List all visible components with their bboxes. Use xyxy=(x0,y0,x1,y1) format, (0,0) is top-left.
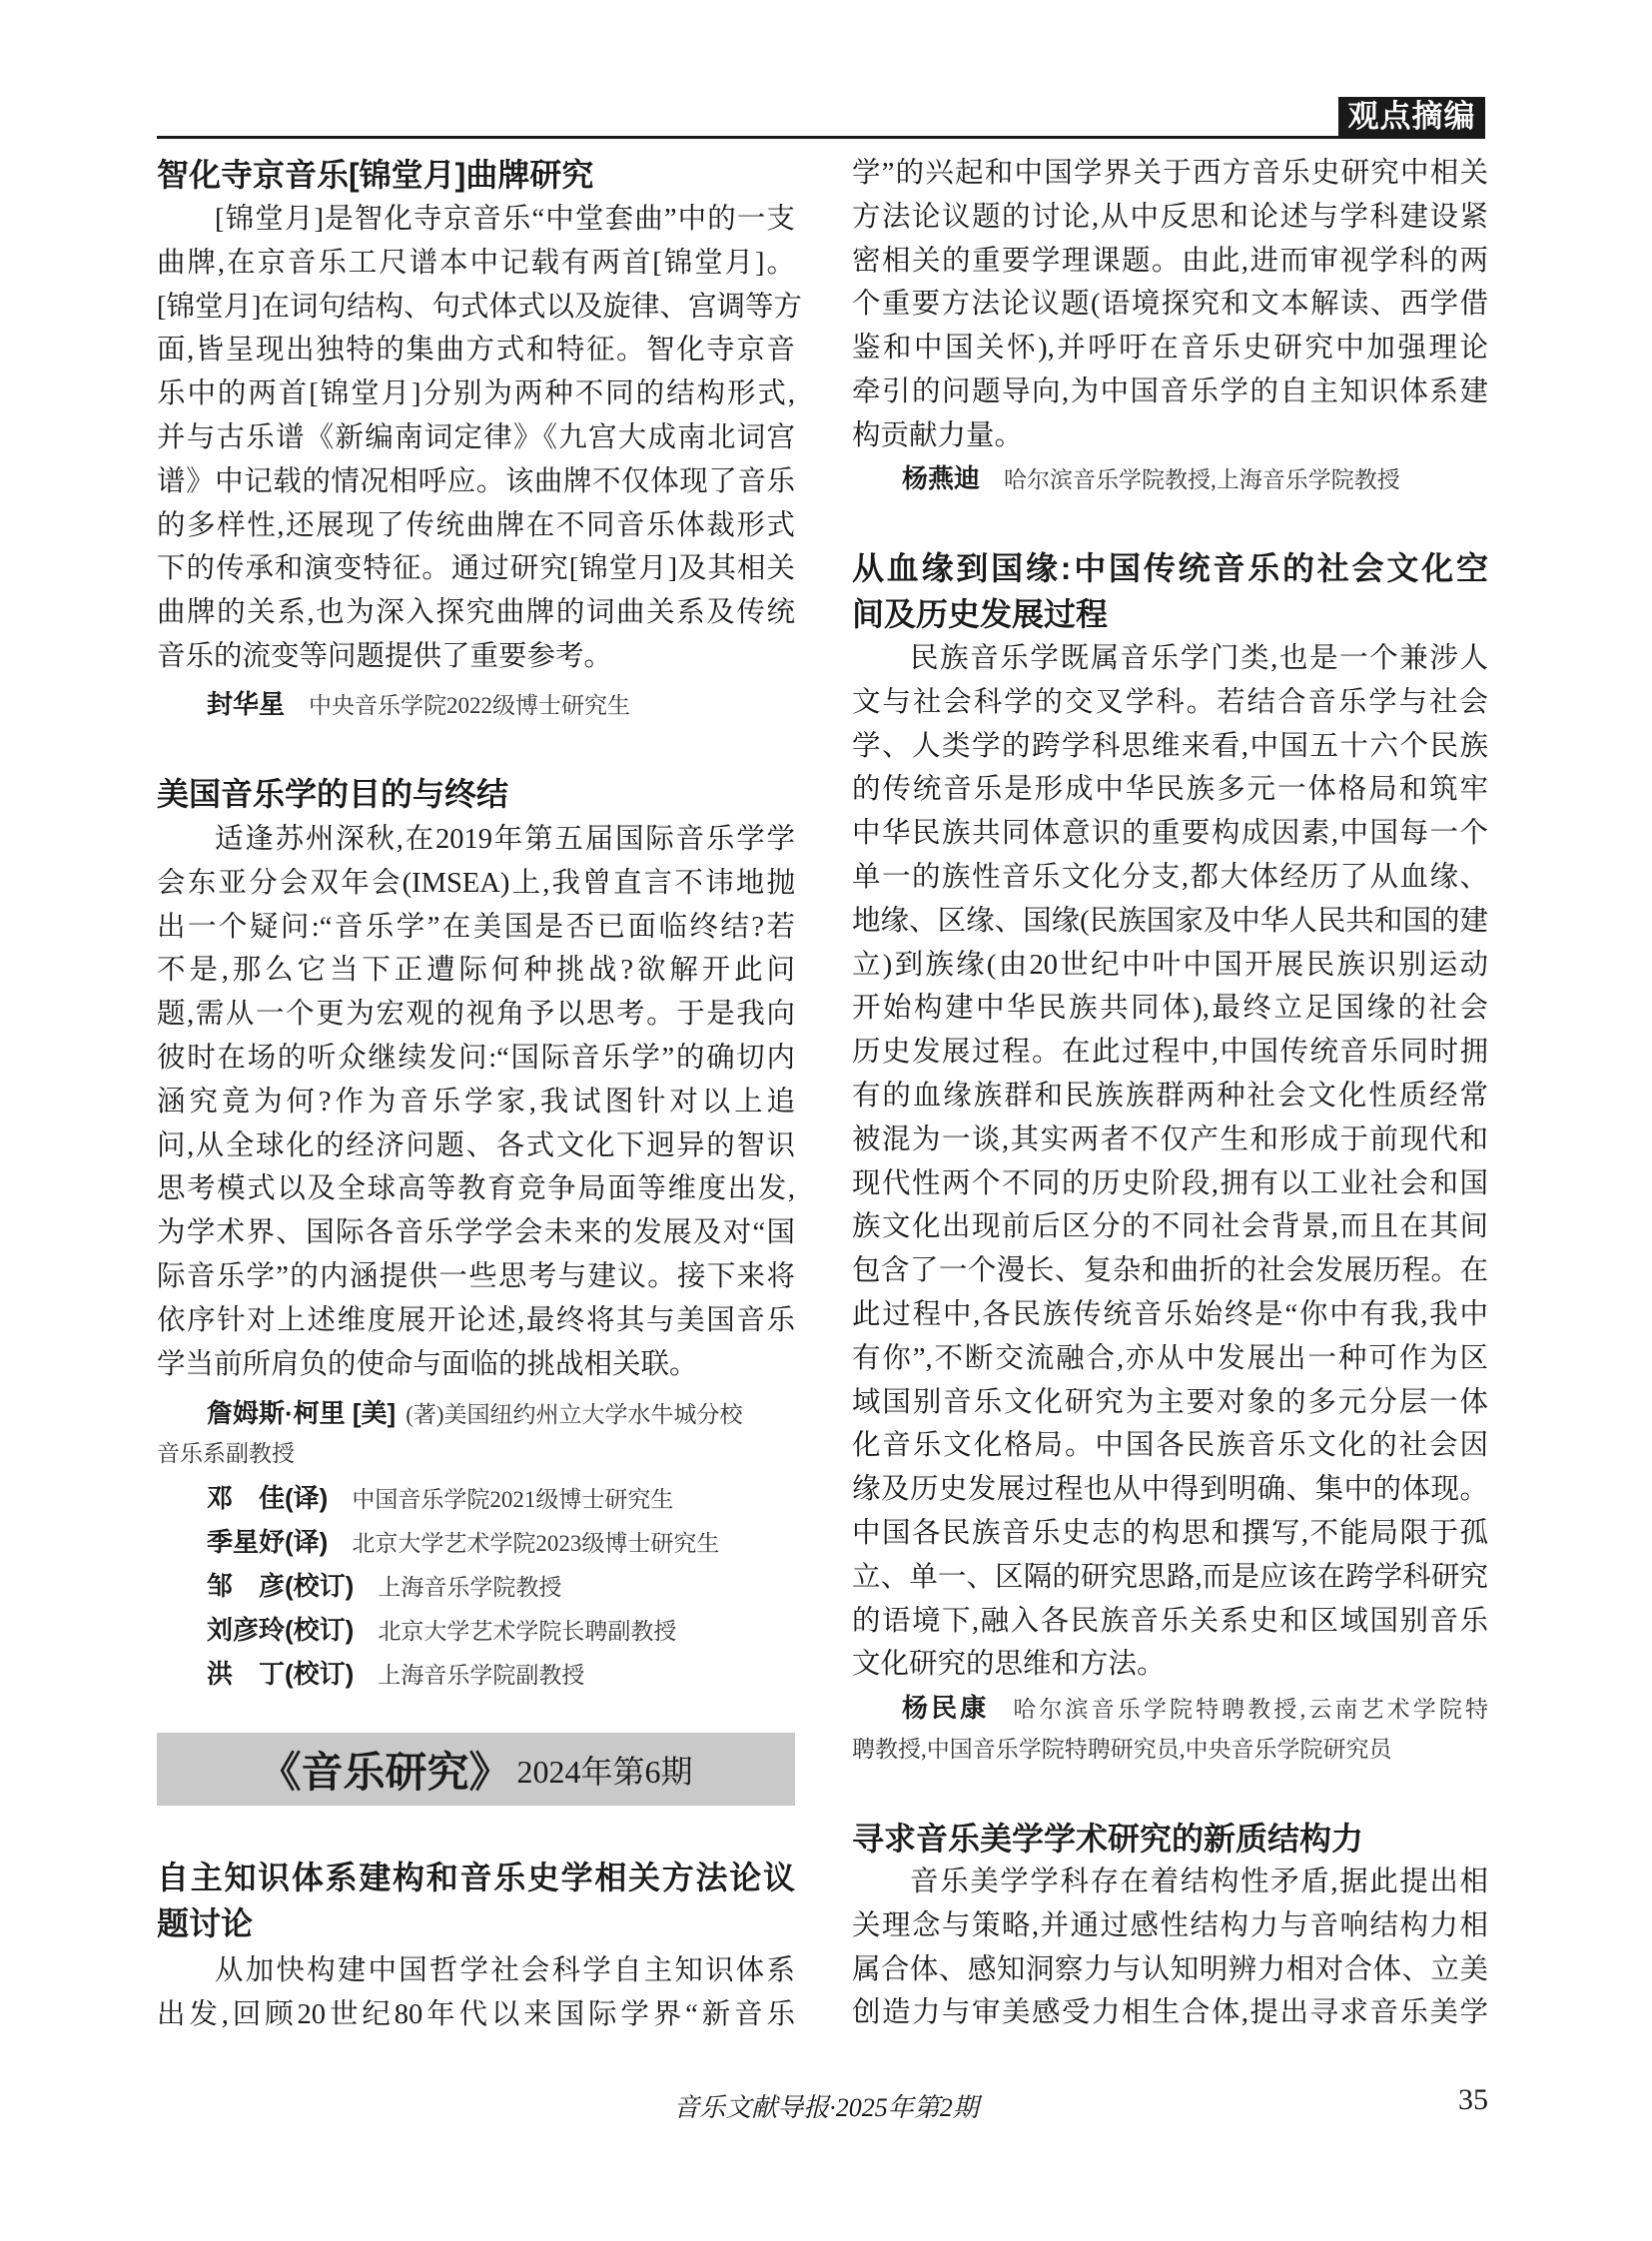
text-line: 题,需从一个更为宏观的视角予以思考。于是我向 xyxy=(157,999,795,1031)
text-line: 属合体、感知洞察力与认知明辨力相对合体、立美 xyxy=(852,1953,1488,1985)
author-name: 杨民康 xyxy=(902,1693,990,1723)
header-rule xyxy=(157,136,1485,139)
text-line: 被混为一谈,其实两者不仅产生和形成于前现代和 xyxy=(852,1123,1488,1155)
text-line: 现代性两个不同的历史阶段,拥有以工业社会和国 xyxy=(852,1167,1488,1199)
text-line: 单一的族性音乐文化分支,都大体经历了从血缘、 xyxy=(852,861,1488,893)
text-line: 涵究竟为何?作为音乐学家,我试图针对以上追 xyxy=(157,1086,795,1118)
author-affiliation: 聘教授,中国音乐学院特聘研究员,中央音乐学院研究员 xyxy=(852,1737,1392,1762)
text-line: 有的血缘族群和民族族群两种社会文化性质经常 xyxy=(852,1080,1488,1112)
article-author xyxy=(157,683,795,725)
text-line: 问,从全球化的经济问题、各式文化下迥异的智识 xyxy=(157,1129,795,1161)
title-line: 寻求音乐美学学术研究的新质结构力 xyxy=(852,1821,1364,1857)
text-line: 的传统音乐是形成中华民族多元一体格局和筑牢 xyxy=(852,774,1488,806)
text-line: 音乐的流变等问题提供了重要参考。 xyxy=(157,640,613,672)
text-line: 为学术界、国际各音乐学学会未来的发展及对“国 xyxy=(157,1217,795,1249)
author-name: 杨燕迪 xyxy=(902,463,981,493)
title-line: 自主知识体系建构和音乐史学相关方法论议 xyxy=(157,1860,795,1895)
text-line: 出发,回顾20世纪80年代以来国际学界“新音乐 xyxy=(157,1998,795,2030)
text-line: 中华民族共同体意识的重要构成因素,中国每一个 xyxy=(852,818,1488,850)
text-line: 关理念与策略,并通过感性结构力与音响结构力相 xyxy=(852,1909,1488,1941)
author-name: 封华星 xyxy=(207,689,286,719)
text-line: 化音乐文化格局。中国各民族音乐文化的社会因 xyxy=(852,1430,1488,1462)
text-line: 学”的兴起和中国学界关于西方音乐史研究中相关 xyxy=(852,158,1488,189)
text-line: 立)到族缘(由20世纪中叶中国开展民族识别运动 xyxy=(852,949,1488,981)
credit-line xyxy=(157,1520,795,1564)
text-line: 牵引的问题导向,为中国音乐学的自主知识体系建 xyxy=(852,375,1488,407)
page-number: 35 xyxy=(1458,2083,1488,2116)
text-line: 曲牌,在京音乐工尺谱本中记载有两首[锦堂月]。 xyxy=(157,247,795,279)
text-line: 曲牌的关系,也为深入探究曲牌的词曲关系及传统 xyxy=(157,597,795,629)
text-line: 依序针对上述维度展开论述,最终将其与美国音乐 xyxy=(157,1304,795,1336)
text-line: 谱》中记载的情况相呼应。该曲牌不仅体现了音乐 xyxy=(157,465,795,497)
text-line: 适逢苏州深秋,在2019年第五届国际音乐学学 xyxy=(215,824,795,855)
text-line: 文化研究的思维和方法。 xyxy=(852,1649,1166,1681)
title-line: 美国音乐学的目的与终结 xyxy=(157,776,509,812)
credit-line xyxy=(157,1652,795,1696)
credit-affiliation: 北京大学艺术学院2023级博士研究生 xyxy=(352,1531,720,1556)
article-body xyxy=(852,1861,1488,2035)
text-line: 立、单一、区隔的研究思路,而是应该在跨学科研究 xyxy=(852,1561,1488,1593)
text-line: 族文化出现前后区分的不同社会背景,而且在其间 xyxy=(852,1211,1488,1243)
title-line: 间及历史发展过程 xyxy=(852,596,1109,632)
author-affiliation: 音乐系副教授 xyxy=(157,1441,295,1466)
credit-line xyxy=(157,1608,795,1652)
text-line: 文与社会科学的交叉学科。若结合音乐学与社会 xyxy=(852,686,1488,718)
text-line: 密相关的重要学理课题。由此,进而审视学科的两 xyxy=(852,245,1488,277)
author-role: (著) xyxy=(406,1402,444,1427)
text-line: 会东亚分会双年会(IMSEA)上,我曾直言不讳地抛 xyxy=(157,867,795,899)
section-tag: 观点摘编 xyxy=(1338,97,1485,137)
text-line: 并与古乐谱《新编南词定律》《九宫大成南北词宫 xyxy=(157,421,795,453)
text-line: 构贡献力量。 xyxy=(852,419,1024,451)
credit-affiliation: 中国音乐学院2021级博士研究生 xyxy=(352,1487,674,1512)
text-line: 中国各民族音乐史志的构思和撰写,不能局限于孤 xyxy=(852,1517,1488,1549)
article-body xyxy=(157,198,802,679)
article-title xyxy=(157,152,795,198)
article-title xyxy=(157,1855,795,1946)
text-line: 包含了一个漫长、复杂和曲折的社会发展历程。在 xyxy=(852,1255,1488,1287)
text-line: 个重要方法论议题(语境探究和文本解读、西学借 xyxy=(852,289,1488,321)
credit-line xyxy=(157,1476,795,1520)
credit-name: 邓 佳(译) xyxy=(207,1483,329,1513)
title-line: 从血缘到国缘:中国传统音乐的社会文化空 xyxy=(852,550,1488,586)
text-line: 从加快构建中国哲学社会科学自主知识体系 xyxy=(215,1955,795,1986)
text-line: 地缘、区缘、国缘(民族国家及中华人民共和国的建 xyxy=(852,905,1488,937)
text-line: 学当前所肩负的使命与面临的挑战相关联。 xyxy=(157,1348,698,1380)
text-line: 创造力与审美感受力相生合体,提出寻求音乐美学 xyxy=(852,1997,1488,2029)
article-body-continued xyxy=(852,152,1488,458)
credit-line xyxy=(157,1564,795,1608)
article-author xyxy=(157,1392,795,1474)
credit-name: 刘彦玲(校订) xyxy=(207,1615,355,1645)
text-line: 民族音乐学既属音乐学门类,也是一个兼涉人 xyxy=(910,643,1488,674)
text-line: 方法论议题的讨论,从中反思和论述与学科建设紧 xyxy=(852,201,1488,233)
article-author xyxy=(852,457,1488,499)
text-line: 域国别音乐文化研究为主要对象的多元分层一体 xyxy=(852,1386,1488,1418)
credit-affiliation: 北京大学艺术学院长聘副教授 xyxy=(378,1619,677,1644)
credit-name: 洪 丁(校订) xyxy=(207,1659,355,1689)
text-line: 出一个疑问:“音乐学”在美国是否已面临终结?若 xyxy=(157,911,795,943)
translator-credits xyxy=(157,1476,795,1696)
text-line: 乐中的两首[锦堂月]分别为两种不同的结构形式, xyxy=(157,378,795,410)
text-line: 音乐美学学科存在着结构性矛盾,据此提出相 xyxy=(910,1867,1488,1897)
journal-banner xyxy=(157,1733,795,1806)
text-line: 面,皆呈现出独特的集曲方式和特征。智化寺京音 xyxy=(157,335,795,367)
text-line: 下的传承和演变特征。通过研究[锦堂月]及其相关 xyxy=(157,553,795,585)
author-name: 詹姆斯·柯里 [美] xyxy=(207,1398,397,1428)
credit-name: 季星妤(译) xyxy=(207,1527,329,1557)
credit-affiliation: 上海音乐学院教授 xyxy=(378,1575,562,1600)
article-body xyxy=(157,1949,795,2037)
text-line: [锦堂月]是智化寺京音乐“中堂套曲”中的一支 xyxy=(215,204,795,235)
author-affiliation: 哈尔滨音乐学院特聘教授,云南艺术学院特 xyxy=(1013,1697,1488,1722)
text-line: 开始构建中华民族共同体),最终立足国缘的社会 xyxy=(852,993,1488,1025)
journal-issue: 2024年第6期 xyxy=(516,1753,693,1790)
text-line: [锦堂月]在词句结构、句式体式以及旋律、宫调等方 xyxy=(157,291,802,323)
text-line: 鉴和中国关怀),并呼吁在音乐史研究中加强理论 xyxy=(852,333,1488,365)
article-body xyxy=(852,637,1488,1687)
text-line: 缘及历史发展过程也从中得到明确、集中的体现。 xyxy=(852,1474,1488,1506)
author-affiliation: 中央音乐学院2022级博士研究生 xyxy=(309,693,631,718)
author-affiliation: 哈尔滨音乐学院教授,上海音乐学院教授 xyxy=(1004,467,1400,492)
footer-journal: 音乐文献导报·2025年第2期 xyxy=(673,2093,979,2122)
credit-name: 邹 彦(校订) xyxy=(207,1571,355,1601)
article-author xyxy=(852,1687,1488,1771)
title-line: 智化寺京音乐[锦堂月]曲牌研究 xyxy=(157,157,594,193)
title-line: 题讨论 xyxy=(157,1905,254,1941)
text-line: 学、人类学的跨学科思维来看,中国五十六个民族 xyxy=(852,730,1488,762)
text-line: 的语境下,融入各民族音乐关系史和区域国别音乐 xyxy=(852,1605,1488,1637)
text-line: 历史发展过程。在此过程中,中国传统音乐同时拥 xyxy=(852,1037,1488,1069)
article-title xyxy=(852,545,1488,637)
credit-affiliation: 上海音乐学院副教授 xyxy=(378,1663,585,1688)
text-line: 的多样性,还展现了传统曲牌在不同音乐体裁形式 xyxy=(157,509,795,541)
journal-name: 《音乐研究》 xyxy=(259,1748,511,1796)
text-line: 不是,那么它当下正遭际何种挑战?欲解开此问 xyxy=(157,955,795,987)
text-line: 际音乐学”的内涵提供一些思考与建议。接下来将 xyxy=(157,1260,795,1292)
text-line: 有你”,不断交流融合,亦从中发展出一种可作为区 xyxy=(852,1342,1488,1374)
author-affiliation: 美国纽约州立大学水牛城分校 xyxy=(443,1402,743,1427)
article-title xyxy=(852,1816,1488,1862)
article-body xyxy=(157,818,795,1386)
text-line: 此过程中,各民族传统音乐始终是“你中有我,我中 xyxy=(852,1298,1488,1330)
article-title xyxy=(157,771,795,817)
text-line: 彼时在场的听众继续发问:“国际音乐学”的确切内 xyxy=(157,1042,795,1074)
text-line: 思考模式以及全球高等教育竞争局面等维度出发, xyxy=(157,1173,795,1205)
